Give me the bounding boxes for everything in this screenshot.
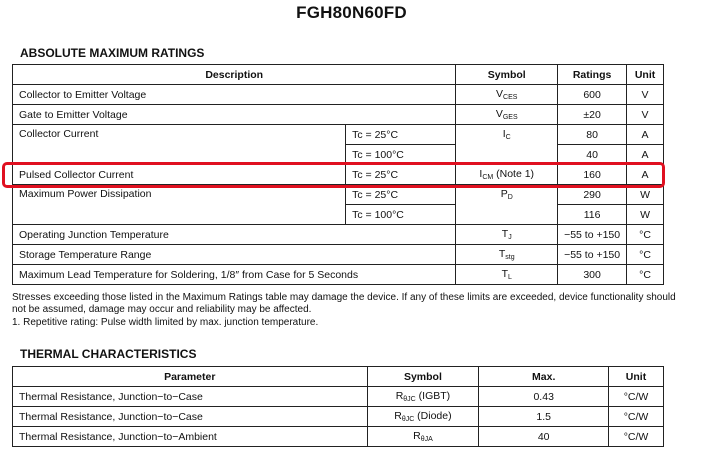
row-unit: A: [627, 165, 664, 185]
row-parameter: Thermal Resistance, Junction−to−Case: [13, 387, 368, 407]
row-condition: Tc = 100°C: [346, 145, 456, 165]
row-rating: 40: [558, 145, 627, 165]
row-symbol: $T_{stg}$: [456, 245, 558, 265]
thermal-characteristics-table: [12, 366, 664, 447]
row-symbol: $V_{GES}$: [456, 105, 558, 125]
row-max: 40: [479, 427, 609, 447]
table-header-row: [13, 367, 664, 387]
row-unit: °C/W: [609, 407, 664, 427]
row-unit: V: [627, 105, 664, 125]
row-rating: −55 to +150: [558, 245, 627, 265]
table-row: [13, 407, 664, 427]
row-rating: 116: [558, 205, 627, 225]
row-symbol: $R_{\theta JC}$ (Diode): [367, 407, 479, 427]
row-parameter: Thermal Resistance, Junction−to−Ambient: [13, 427, 368, 447]
thermal-characteristics-heading: THERMAL CHARACTERISTICS: [20, 347, 197, 361]
row-symbol: $P_D$: [456, 185, 558, 225]
row-description: Pulsed Collector Current: [13, 165, 346, 185]
unit-header: Unit: [627, 65, 664, 85]
row-unit: A: [627, 125, 664, 145]
table-row: [13, 225, 664, 245]
symbol-header: Symbol: [367, 367, 479, 387]
table-row: [13, 125, 664, 145]
row-condition: Tc = 25°C: [346, 165, 456, 185]
row-unit: W: [627, 205, 664, 225]
row-symbol: $V_{CES}$: [456, 85, 558, 105]
table-header-row: [13, 65, 664, 85]
row-rating: 160: [558, 165, 627, 185]
row-symbol: $I_C$: [456, 125, 558, 165]
table-row: [13, 265, 664, 285]
table-row: [13, 427, 664, 447]
table-row: [13, 85, 664, 105]
row-rating: ±20: [558, 105, 627, 125]
ratings-header: Ratings: [558, 65, 627, 85]
ratings-notes: [12, 292, 692, 329]
unit-header: Unit: [609, 367, 664, 387]
row-description: Maximum Lead Temperature for Soldering, 1/8″ from Case for 5 Seconds: [13, 265, 456, 285]
max-header: Max.: [479, 367, 609, 387]
symbol-header: Symbol: [456, 65, 558, 85]
row-unit: °C: [627, 225, 664, 245]
row-symbol: $R_{\theta JA}$: [367, 427, 479, 447]
row-max: 0.43: [479, 387, 609, 407]
row-condition: Tc = 25°C: [346, 125, 456, 145]
description-header: Description: [13, 65, 456, 85]
row-rating: −55 to +150: [558, 225, 627, 245]
row-rating: 600: [558, 85, 627, 105]
row-unit: °C: [627, 265, 664, 285]
row-description: Collector Current: [13, 125, 346, 165]
row-symbol: $I_{CM}$ (Note 1): [456, 165, 558, 185]
table-row: [13, 245, 664, 265]
note-1-text: 1. Repetitive rating: Pulse width limited by max. junction temperature.: [12, 316, 319, 328]
row-description: Maximum Power Dissipation: [13, 185, 346, 225]
row-symbol: $T_J$: [456, 225, 558, 245]
row-description: Storage Temperature Range: [13, 245, 456, 265]
stress-warning-text: Stresses exceeding those listed in the Maximum Ratings table may damage the device. If any of these limits are exceeded, device functionality should not be assumed, damage may occur and reliability may be affected.: [12, 292, 676, 316]
row-condition: Tc = 100°C: [346, 205, 456, 225]
red-highlight-box: [2, 162, 665, 188]
row-symbol: $T_L$: [456, 265, 558, 285]
row-unit: V: [627, 85, 664, 105]
row-unit: °C/W: [609, 387, 664, 407]
row-description: Gate to Emitter Voltage: [13, 105, 456, 125]
row-unit: °C: [627, 245, 664, 265]
table-row: [13, 387, 664, 407]
table-row: [13, 105, 664, 125]
row-unit: W: [627, 185, 664, 205]
row-description: Operating Junction Temperature: [13, 225, 456, 245]
row-parameter: Thermal Resistance, Junction−to−Case: [13, 407, 368, 427]
row-rating: 290: [558, 185, 627, 205]
parameter-header: Parameter: [13, 367, 368, 387]
row-max: 1.5: [479, 407, 609, 427]
page-title: FGH80N60FD: [296, 3, 407, 22]
row-condition: Tc = 25°C: [346, 185, 456, 205]
row-unit: A: [627, 145, 664, 165]
absolute-max-ratings-heading: ABSOLUTE MAXIMUM RATINGS: [20, 46, 205, 60]
row-rating: 300: [558, 265, 627, 285]
row-unit: °C/W: [609, 427, 664, 447]
row-description: Collector to Emitter Voltage: [13, 85, 456, 105]
row-rating: 80: [558, 125, 627, 145]
row-symbol: $R_{\theta JC}$ (IGBT): [367, 387, 479, 407]
